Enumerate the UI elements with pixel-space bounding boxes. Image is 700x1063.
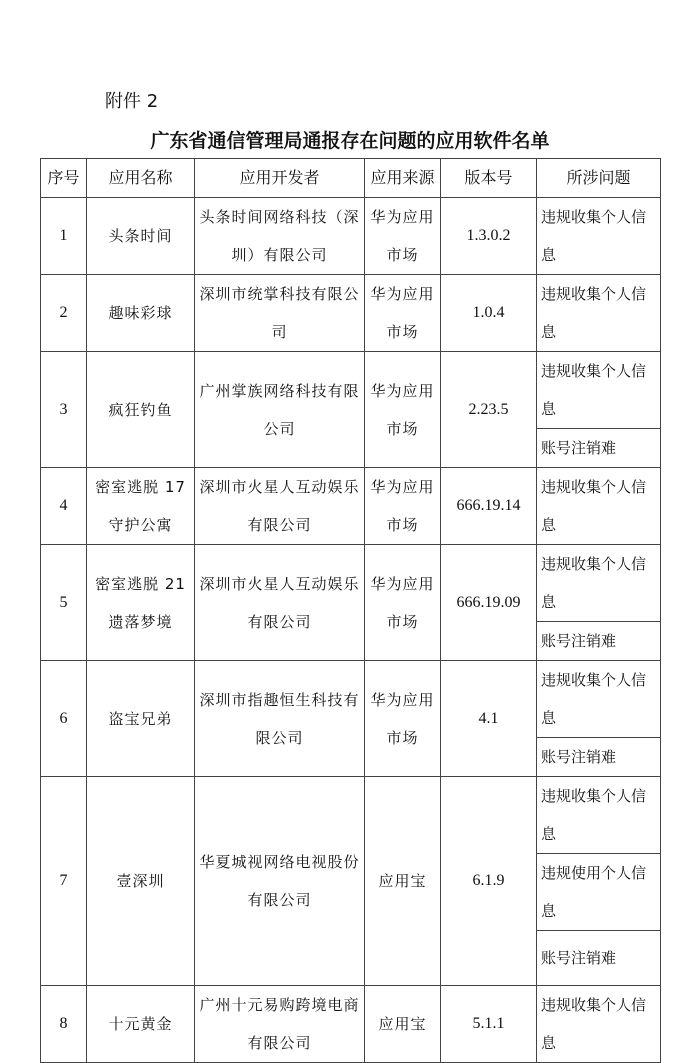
row-seq: 3 <box>41 352 87 468</box>
row-seq: 7 <box>41 777 87 986</box>
row-issue: 违规收集个人信息 <box>537 545 661 622</box>
row-version: 666.19.14 <box>441 468 537 545</box>
row-source: 应用宝 <box>365 986 441 1063</box>
row-version: 1.0.4 <box>441 275 537 352</box>
row-source: 华为应用市场 <box>365 545 441 661</box>
row-developer: 深圳市指趣恒生科技有限公司 <box>195 661 365 777</box>
row-developer: 深圳市火星人互动娱乐有限公司 <box>195 468 365 545</box>
table-row <box>41 352 661 429</box>
table-row <box>41 986 661 1063</box>
row-issue: 违规收集个人信息 <box>537 777 661 854</box>
row-source: 华为应用市场 <box>365 352 441 468</box>
table-body <box>41 198 661 1063</box>
row-developer: 深圳市统掌科技有限公司 <box>195 275 365 352</box>
attachment-label: 附件 2 <box>105 91 159 112</box>
row-seq: 1 <box>41 198 87 275</box>
row-source: 应用宝 <box>365 777 441 986</box>
table-row <box>41 545 661 622</box>
row-seq: 4 <box>41 468 87 545</box>
row-seq: 6 <box>41 661 87 777</box>
header-developer: 应用开发者 <box>195 159 365 198</box>
row-app-name: 密室逃脱 21 遗落梦境 <box>87 545 195 661</box>
row-app-name: 趣味彩球 <box>87 275 195 352</box>
header-seq: 序号 <box>41 159 87 198</box>
row-version: 666.19.09 <box>441 545 537 661</box>
row-source: 华为应用市场 <box>365 468 441 545</box>
row-app-name: 疯狂钓鱼 <box>87 352 195 468</box>
table-row <box>41 275 661 352</box>
row-app-name: 盗宝兄弟 <box>87 661 195 777</box>
table-row <box>41 468 661 545</box>
header-source: 应用来源 <box>365 159 441 198</box>
row-issue: 违规使用个人信息 <box>537 854 661 931</box>
row-issue: 违规收集个人信息 <box>537 352 661 429</box>
row-version: 4.1 <box>441 661 537 777</box>
row-issue: 账号注销难 <box>537 931 661 986</box>
row-developer: 华夏城视网络电视股份有限公司 <box>195 777 365 986</box>
row-seq: 2 <box>41 275 87 352</box>
app-list-table <box>40 158 661 1063</box>
row-source: 华为应用市场 <box>365 198 441 275</box>
header-version: 版本号 <box>441 159 537 198</box>
row-source: 华为应用市场 <box>365 275 441 352</box>
header-app-name: 应用名称 <box>87 159 195 198</box>
row-version: 5.1.1 <box>441 986 537 1063</box>
row-issue: 违规收集个人信息 <box>537 468 661 545</box>
document-title: 广东省通信管理局通报存在问题的应用软件名单 <box>150 130 550 152</box>
table-row <box>41 661 661 738</box>
row-developer: 广州掌族网络科技有限公司 <box>195 352 365 468</box>
row-version: 2.23.5 <box>441 352 537 468</box>
row-seq: 5 <box>41 545 87 661</box>
row-app-name: 壹深圳 <box>87 777 195 986</box>
table-row <box>41 198 661 275</box>
row-version: 1.3.0.2 <box>441 198 537 275</box>
row-issue: 账号注销难 <box>537 622 661 661</box>
row-developer: 深圳市火星人互动娱乐有限公司 <box>195 545 365 661</box>
row-app-name: 头条时间 <box>87 198 195 275</box>
row-app-name: 十元黄金 <box>87 986 195 1063</box>
row-source: 华为应用市场 <box>365 661 441 777</box>
row-issue: 账号注销难 <box>537 429 661 468</box>
row-developer: 广州十元易购跨境电商有限公司 <box>195 986 365 1063</box>
row-seq: 8 <box>41 986 87 1063</box>
row-issue: 违规收集个人信息 <box>537 661 661 738</box>
header-issues: 所涉问题 <box>537 159 661 198</box>
row-issue: 违规收集个人信息 <box>537 275 661 352</box>
row-app-name: 密室逃脱 17 守护公寓 <box>87 468 195 545</box>
row-issue: 违规收集个人信息 <box>537 986 661 1063</box>
row-developer: 头条时间网络科技（深圳）有限公司 <box>195 198 365 275</box>
table-header-row <box>41 159 661 198</box>
table-row <box>41 777 661 854</box>
row-version: 6.1.9 <box>441 777 537 986</box>
row-issue: 账号注销难 <box>537 738 661 777</box>
row-issue: 违规收集个人信息 <box>537 198 661 275</box>
